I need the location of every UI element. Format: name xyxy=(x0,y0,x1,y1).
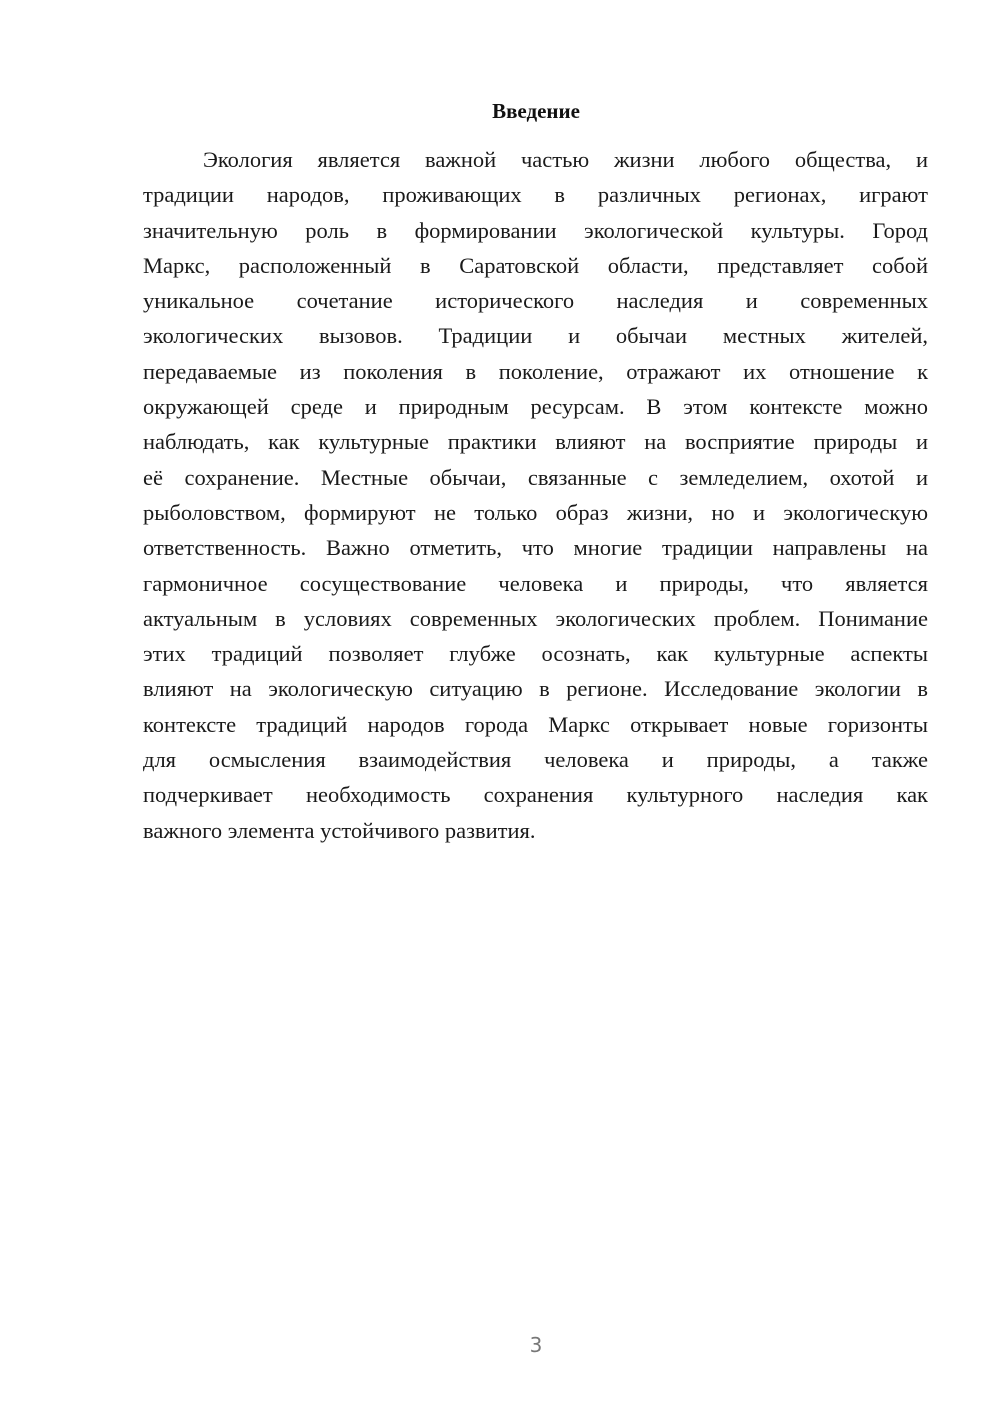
paragraph-line: актуальным в условиях современных экологических проблем. Понимание xyxy=(143,605,928,631)
paragraph-line: её сохранение. Местные обычаи, связанные с земледелием, охотой и xyxy=(143,464,928,490)
paragraph-line: этих традиций позволяет глубже осознать, как культурные аспекты xyxy=(143,641,928,667)
paragraph-line: контексте традиций народов города Маркс открывает новые горизонты xyxy=(143,711,928,737)
paragraph-line: рыболовством, формируют не только образ жизни, но и экологическую xyxy=(143,499,928,525)
page-number: 3 xyxy=(529,1333,543,1357)
section-heading: Введение xyxy=(492,99,580,123)
paragraph-line: экологических вызовов. Традиции и обычаи местных жителей, xyxy=(143,323,928,349)
paragraph-line: окружающей среде и природным ресурсам. В этом контексте можно xyxy=(143,394,928,420)
paragraph-line: передаваемые из поколения в поколение, отражают их отношение к xyxy=(143,358,928,384)
paragraph-line: подчеркивает необходимость сохранения культурного наследия как xyxy=(143,782,928,808)
paragraph-line: ответственность. Важно отметить, что многие традиции направлены на xyxy=(143,535,928,561)
paragraph-line: важного элемента устойчивого развития. xyxy=(143,817,536,843)
paragraph-line: уникальное сочетание исторического наследия и современных xyxy=(143,288,928,314)
paragraph-line: влияют на экологическую ситуацию в регионе. Исследование экологии в xyxy=(143,676,928,702)
paragraph-line: Маркс, расположенный в Саратовской области, представляет собой xyxy=(143,252,928,278)
paragraph-line: значительную роль в формировании экологической культуры. Город xyxy=(143,217,928,243)
intro-paragraph xyxy=(143,142,928,848)
paragraph-line: наблюдать, как культурные практики влияют на восприятие природы и xyxy=(143,429,928,455)
paragraph-line: гармоничное сосуществование человека и природы, что является xyxy=(143,570,928,596)
paragraph-line: Экология является важной частью жизни любого общества, и xyxy=(203,147,928,172)
paragraph-line: традиции народов, проживающих в различных регионах, играют xyxy=(143,182,928,208)
paragraph-line: для осмысления взаимодействия человека и природы, а также xyxy=(143,747,928,773)
